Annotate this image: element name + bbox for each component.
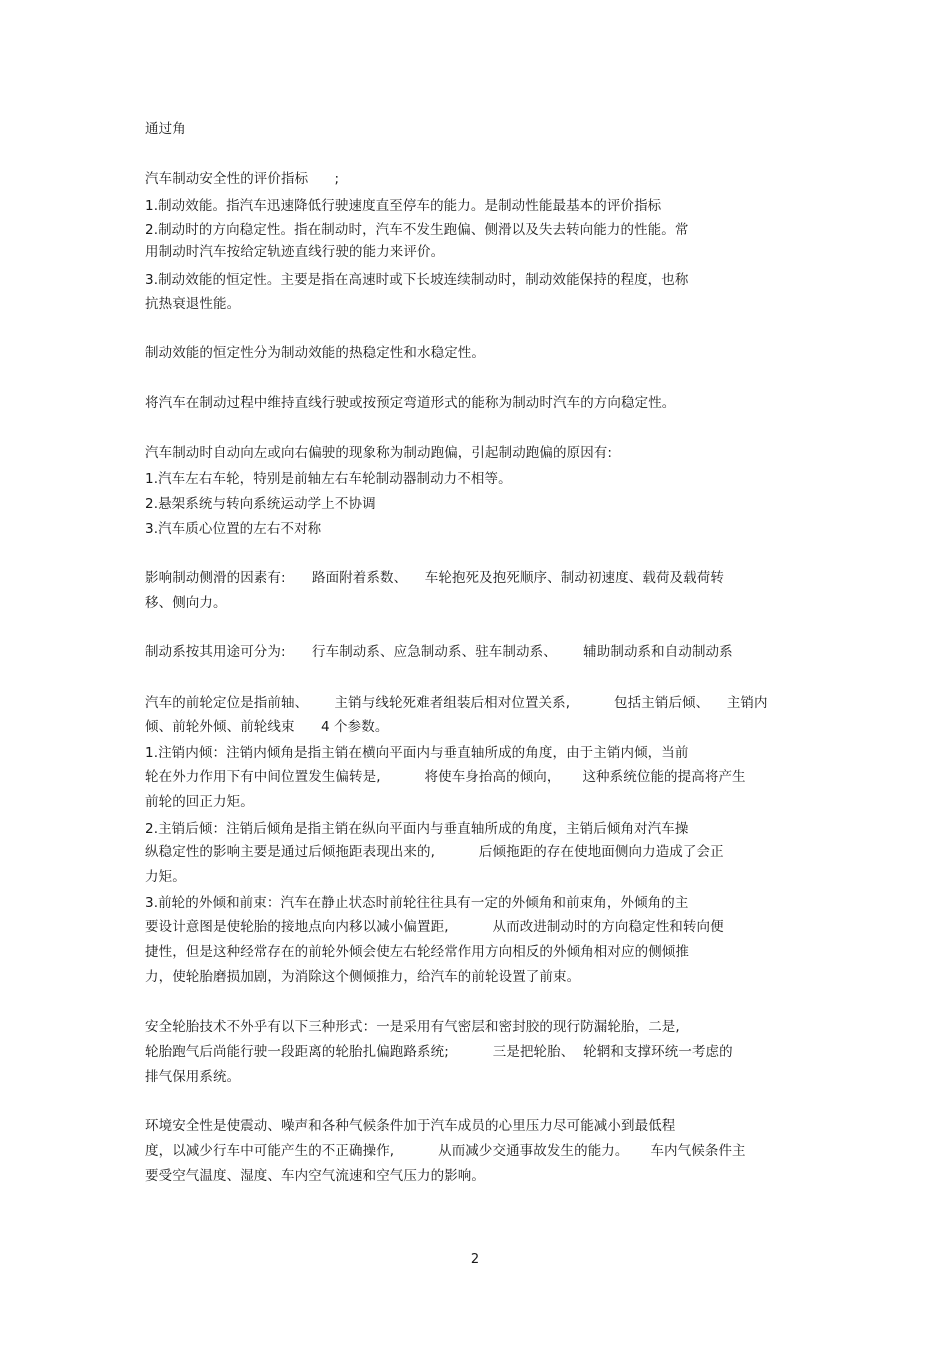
- text-line: 安全轮胎技术不外乎有以下三种形式：一是采用有气密层和密封胶的现行防漏轮胎，二是,: [145, 1019, 680, 1035]
- text-line: 移、侧向力。: [145, 595, 227, 611]
- text-line: 汽车制动时自动向左或向右偏驶的现象称为制动跑偏，引起制动跑偏的原因有:: [145, 445, 613, 461]
- text-line: 要设计意图是使轮胎的接地点向内移以减小偏置距, 从而改进制动时的方向稳定性和转向便: [145, 919, 724, 935]
- text-line: 轮在外力作用下有中间位置发生偏转是, 将使车身抬高的倾向， 这种系统位能的提高将产生: [145, 769, 746, 785]
- text-line: 度，以减少行车中可能产生的不正确操作, 从而减少交通事故发生的能力。 车内气候条件主: [145, 1143, 746, 1159]
- text-line: 力矩。: [145, 869, 186, 885]
- text-line: 1.汽车左右车轮，特别是前轴左右车轮制动器制动力不相等。: [145, 471, 512, 487]
- text-line: 1.制动效能。指汽车迅速降低行驶速度直至停车的能力。是制动性能最基本的评价指标: [145, 198, 662, 214]
- text-line: 纵稳定性的影响主要是通过后倾拖距表现出来的, 后倾拖距的存在使地面侧向力造成了会正: [145, 844, 724, 860]
- text-line: 制动效能的恒定性分为制动效能的热稳定性和水稳定性。: [145, 345, 485, 361]
- text-line: 2.悬架系统与转向系统运动学上不协调: [145, 496, 376, 512]
- text-line: 要受空气温度、湿度、车内空气流速和空气压力的影响。: [145, 1168, 485, 1184]
- page-number: 2: [470, 1252, 480, 1267]
- text-line: 制动系按其用途可分为: 行车制动系、应急制动系、驻车制动系、 辅助制动系和自动制动系: [145, 644, 733, 660]
- text-line: 前轮的回正力矩。: [145, 794, 254, 810]
- text-line: 将汽车在制动过程中维持直线行驶或按预定弯道形式的能称为制动时汽车的方向稳定性。: [145, 395, 676, 411]
- text-line: 3.汽车质心位置的左右不对称: [145, 521, 322, 537]
- text-line: 3.制动效能的恒定性。主要是指在高速时或下长坡连续制动时，制动效能保持的程度，也称: [145, 272, 689, 288]
- text-line: 轮胎跑气后尚能行驶一段距离的轮胎扎偏跑路系统; 三是把轮胎、 轮辋和支撑环统一考虑的: [145, 1044, 733, 1060]
- text-line: 力，使轮胎磨损加剧，为消除这个侧倾推力，给汽车的前轮设置了前束。: [145, 969, 581, 985]
- text-line: 汽车制动安全性的评价指标 ;: [145, 171, 340, 187]
- text-line: 通过角: [145, 121, 186, 137]
- text-line: 用制动时汽车按给定轨迹直线行驶的能力来评价。: [145, 244, 445, 260]
- text-line: 倾、前轮外倾、前轮线束 4 个参数。: [145, 719, 389, 735]
- text-line: 影响制动侧滑的因素有: 路面附着系数、 车轮抱死及抱死顺序、制动初速度、载荷及载荷转: [145, 570, 724, 586]
- text-line: 1.注销内倾：注销内倾角是指主销在横向平面内与垂直轴所成的角度，由于主销内倾，当前: [145, 745, 689, 761]
- text-line: 3.前轮的外倾和前束：汽车在静止状态时前轮往往具有一定的外倾角和前束角，外倾角的主: [145, 895, 689, 911]
- text-line: 2.制动时的方向稳定性。指在制动时，汽车不发生跑偏、侧滑以及失去转向能力的性能。常: [145, 222, 689, 238]
- text-line: 抗热衰退性能。: [145, 296, 241, 312]
- text-line: 捷性，但是这种经常存在的前轮外倾会使左右轮经常作用方向相反的外倾角相对应的侧倾推: [145, 944, 689, 960]
- text-line: 排气保用系统。: [145, 1069, 241, 1085]
- text-line: 环境安全性是使震动、噪声和各种气候条件加于汽车成员的心里压力尽可能减小到最低程: [145, 1118, 676, 1134]
- text-line: 汽车的前轮定位是指前轴、 主销与线轮死难者组装后相对位置关系, 包括主销后倾、 主销内: [145, 695, 768, 711]
- text-line: 2.主销后倾：注销后倾角是指主销在纵向平面内与垂直轴所成的角度，主销后倾角对汽车操: [145, 821, 689, 837]
